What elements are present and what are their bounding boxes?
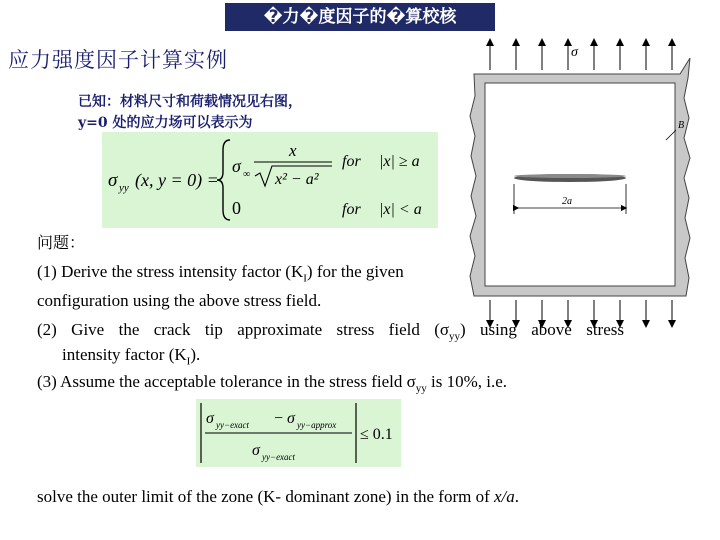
case1-sub: ∞ — [243, 169, 251, 180]
problem-2-line-1: (2) Give the crack tip approximate stress field $(\sigma_{yy})$ using above stress — [37, 320, 624, 343]
given-line-2: y=0 处的应力场可以表示为 — [78, 115, 253, 131]
sigma-label: σ — [571, 45, 578, 60]
lhs-args: (x, y = 0) = — [135, 170, 219, 190]
lhs-sigma: σ — [108, 170, 118, 191]
given-text — [78, 92, 302, 134]
stress-field-equation — [102, 132, 438, 228]
problem-4-line: solve the outer limit of the zone (K- dominant zone) in the form of x/a. — [37, 487, 520, 506]
rhs: ≤ 0.1 — [360, 426, 393, 443]
tolerance-equation — [196, 399, 401, 467]
header-bar — [0, 0, 720, 40]
case2-value: 0 — [232, 198, 241, 218]
left-brace — [217, 140, 230, 220]
case2-condition: |x| < a — [379, 201, 422, 218]
num-sigma-1: σ — [206, 410, 214, 427]
given-line-1: 已知：材料尺寸和荷载情况见右图， — [78, 94, 302, 110]
header-title: �力�度因子的�算校核 — [225, 3, 495, 31]
plate-face — [485, 83, 675, 286]
problem-3-line: (3) Assume the acceptable tolerance in the stress field $\sigma_{yy}$ is 10%, i.e. — [37, 372, 508, 395]
problem-label: 问题： — [37, 233, 86, 252]
case2-for: for — [342, 201, 361, 218]
num-minus: − — [274, 410, 284, 427]
num-sub-1: yy−exact — [216, 420, 250, 430]
case1-sigma: σ — [232, 156, 241, 176]
case1-condition: |x| ≥ a — [379, 153, 420, 170]
den-sub: yy−exact — [262, 452, 296, 462]
num-sub-2: yy−approx — [297, 420, 337, 430]
slide-subtitle: 应力强度因子计算实例 — [8, 48, 228, 72]
case1-numerator: x — [289, 141, 297, 160]
problem-2-line-2: intensity factor $(K_I)$. — [62, 345, 201, 368]
edge-label: B — [678, 120, 685, 131]
num-sigma-2: σ — [287, 410, 295, 427]
tension-arrows-top — [490, 42, 672, 70]
den-sigma: σ — [252, 442, 260, 459]
problem-1-line-2: configuration using the above stress field. — [37, 291, 322, 310]
tension-arrows-bottom — [490, 300, 672, 324]
crack-length-label: 2a — [562, 196, 572, 207]
case1-denominator: x² − a² — [275, 171, 319, 188]
case1-for: for — [342, 153, 361, 170]
plate-diagram — [440, 38, 700, 328]
problem-1-line-1: (1) Derive the stress intensity factor $(K_I)$ for the given — [37, 262, 404, 285]
equation-lhs — [108, 170, 219, 194]
crack-highlight — [514, 174, 626, 178]
lhs-sub: yy — [119, 182, 129, 194]
